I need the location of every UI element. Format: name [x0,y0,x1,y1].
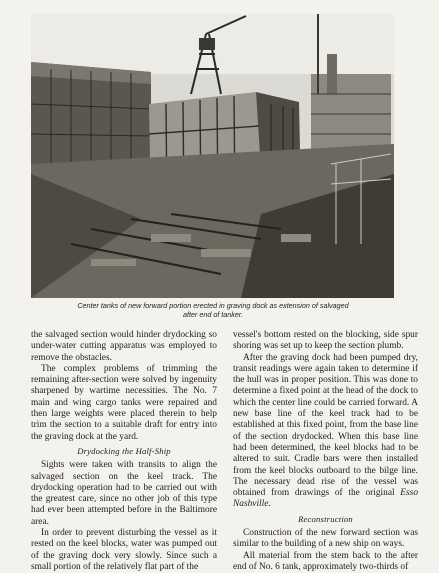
ship-name-esso-nashville: Esso Nashville. [233,488,419,510]
right-paragraph-4: All material from the stem back to the after end of No. 6 tank, approximately two-thirds of [233,550,418,572]
left-paragraph-1: the salvaged section would hinder drydocking so under-water cutting apparatus was employed to remove the obstacles. [31,330,217,363]
left-paragraph-4: In order to prevent disturbing the vessel as it rested on the keel blocks, water was pumped out of the graving dock very slowly. Since such a small portion of the relatively flat part of the [31,528,217,572]
right-paragraph-1: vessel's bottom rested on the blocking, side spur shoring was set up to keep the section plumb. [233,330,418,352]
shipyard-photo [31,14,394,298]
caption-line-1: Center tanks of new forward portion erected in graving dock as extension of salvaged [77,301,349,310]
photo-caption [40,301,386,319]
caption-line-2: after end of tanker. [182,310,244,319]
right-paragraph-2-text: After the graving dock had been pumped dry, transit readings were again taken to determine if the hull was in proper position. This was done to determine a fixed point at the head of the dock to which the center line could be carried forward. A new base line of the keel track had to be established at this fixed point, from the base line of the section drydocked. When this base line had been determined, the keel blocks had to be altered to suit. Cradle bars were then installed from the keel blocks outboard to the bilge line. The necessary dead rise of the vessel was obtained from drawings of the original [233,352,418,499]
left-column [31,330,217,573]
right-column [233,330,418,573]
right-paragraph-3: Construction of the new forward section was similar to the building of a new ship on ways. [233,528,418,550]
section-heading-drydocking: Drydocking the Half-Ship [77,445,171,456]
left-paragraph-2: The complex problems of trimming the remaining after-section were solved by ingenuity sharpened by wartime necessities. The No. 7 main and wing cargo tanks were repaired and then large weights were placed therein to help trim the section to a suitable draft for entry into the graving dock at the yard. [31,363,217,442]
section-heading-reconstruction: Reconstruction [298,513,353,524]
right-paragraph-2 [233,353,418,511]
shipyard-photo-illustration [31,14,394,298]
left-paragraph-3: Sights were taken with transits to align the salvaged section on the keel track. The drydocking operation had to be carried out with the greatest care, since no other job of this type had ever been attempted before in the Baltimore area. [31,460,217,527]
